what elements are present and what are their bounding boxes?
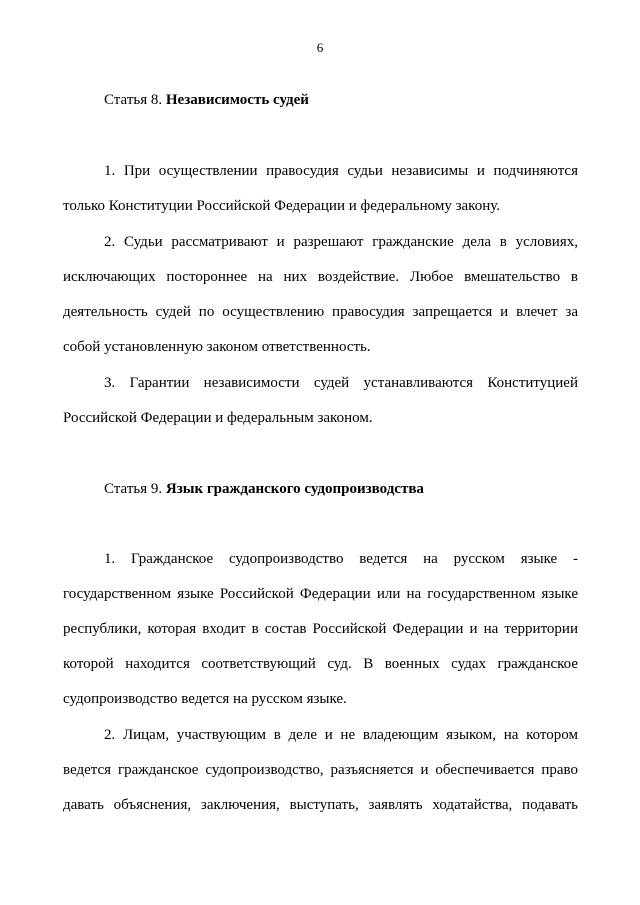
article-8-title: Независимость судей <box>165 92 309 108</box>
article-8-p3-line-2: Российской Федерации и федеральным законом. <box>63 410 373 426</box>
article-8-p1-line-1: 1. При осуществлении правосудия судьи независимы и подчиняются <box>104 163 578 179</box>
article-8-p2-line-3: деятельность судей по осуществлению правосудия запрещается и влечет за <box>63 304 578 320</box>
article-8-p2-line-2: исключающих постороннее на них воздействие. Любое вмешательство в <box>63 269 578 285</box>
article-8-label: Статья 8. <box>104 92 163 108</box>
article-9-p1-line-5: судопроизводство ведется на русском языке. <box>63 691 347 707</box>
article-8-p3-line-1: 3. Гарантии независимости судей устанавливаются Конституцией <box>104 375 578 391</box>
article-9-title: Язык гражданского судопроизводства <box>165 481 424 497</box>
article-9-label: Статья 9. <box>104 481 163 497</box>
article-9-p1-line-4: которой находится соответствующий суд. В военных судах гражданское <box>63 656 578 672</box>
article-9-p2-line-2: ведется гражданское судопроизводство, разъясняется и обеспечивается право <box>63 762 578 778</box>
page-number: 6 <box>316 40 324 55</box>
article-9-heading <box>104 481 424 498</box>
article-9-p2-line-3: давать объяснения, заключения, выступать, заявлять ходатайства, подавать <box>63 797 578 813</box>
article-9-p1-line-2: государственном языке Российской Федерации или на государственном языке <box>63 586 578 602</box>
article-9-p1-line-1: 1. Гражданское судопроизводство ведется на русском языке - <box>104 551 578 567</box>
article-8-p2-line-4: собой установленную законом ответственность. <box>63 339 371 355</box>
article-8-p1-line-2: только Конституции Российской Федерации и федеральному закону. <box>63 198 500 214</box>
article-8-p2-line-1: 2. Судьи рассматривают и разрешают гражданские дела в условиях, <box>104 234 578 250</box>
article-8-heading <box>104 92 309 109</box>
article-9-p2-line-1: 2. Лицам, участвующим в деле и не владеющим языком, на котором <box>104 727 578 743</box>
article-9-p1-line-3: республики, которая входит в состав Российской Федерации и на территории <box>63 621 578 637</box>
